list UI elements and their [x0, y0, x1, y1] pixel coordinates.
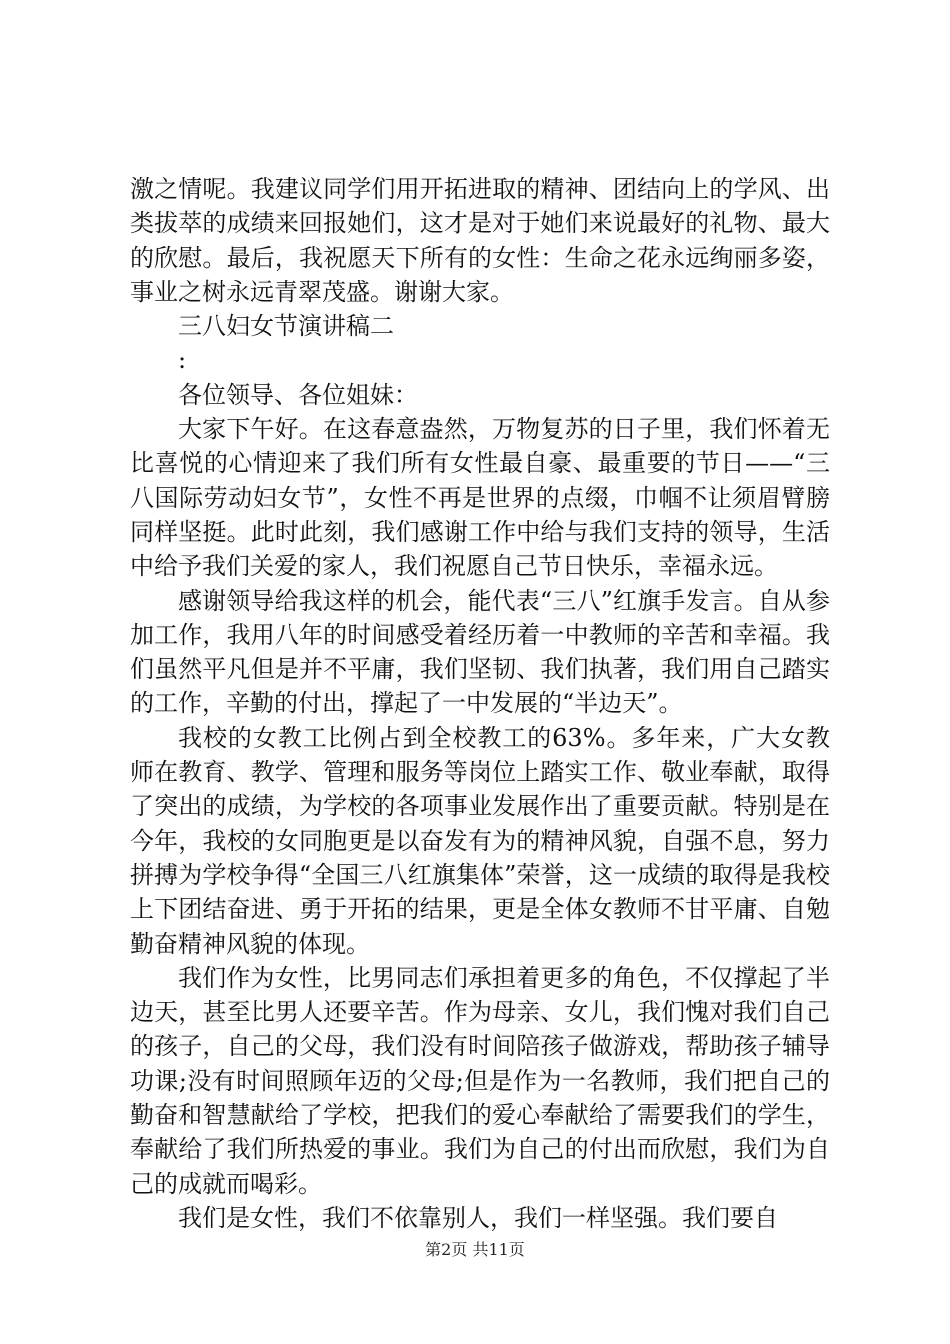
document-body	[130, 172, 830, 1235]
section-heading: 三八妇女节演讲稿二	[178, 312, 394, 341]
salutation: 各位领导、各位姐妹：	[178, 380, 418, 409]
paragraph-thanks: 感谢领导给我这样的机会，能代表“三八”红旗手发言。自从参加工作，我用八年的时间感受着经历着一中教师的辛苦和幸福。我们虽然平凡但是并不平庸，我们坚韧、我们执著，我们用自己踏实的工作，辛勤的付出，撑起了一中发展的“半边天”。	[130, 586, 830, 718]
page-number-footer: 第2页 共11页	[425, 1240, 525, 1259]
paragraph-school: 我校的女教工比例占到全校教工的63%。多年来，广大女教师在教育、教学、管理和服务等岗位上踏实工作、敬业奉献，取得了突出的成绩，为学校的各项事业发展作出了重要贡献。特别是在今年，我校的女同胞更是以奋发有为的精神风貌，自强不息，努力拼搏为学校争得“全国三八红旗集体”荣誉，这一成绩的取得是我校上下团结奋进、勇于开拓的结果，更是全体女教师不甘平庸、自勉勤奋精神风貌的体现。	[130, 723, 830, 958]
paragraph-roles: 我们作为女性，比男同志们承担着更多的角色，不仅撑起了半边天，甚至比男人还要辛苦。作为母亲、女儿，我们愧对我们自己的孩子，自己的父母，我们没有时间陪孩子做游戏，帮助孩子辅导功课;没有时间照顾年迈的父母;但是作为一名教师，我们把自己的勤奋和智慧献给了学校，把我们的爱心奉献给了需要我们的学生，奉献给了我们所热爱的事业。我们为自己的付出而欣慰，我们为自己的成就而喝彩。	[130, 963, 830, 1198]
paragraph-greeting: 大家下午好。在这春意盎然，万物复苏的日子里，我们怀着无比喜悦的心情迎来了我们所有女性最自豪、最重要的节日——“三八国际劳动妇女节”，女性不再是世界的点缀，巾帼不让须眉臂膀同样坚挺。此时此刻，我们感谢工作中给与我们支持的领导，生活中给予我们关爱的家人，我们祝愿自己节日快乐，幸福永远。	[130, 415, 830, 581]
paragraph-continuation: 激之情呢。我建议同学们用开拓进取的精神、团结向上的学风、出类拔萃的成绩来回报她们，这才是对于她们来说最好的礼物、最大的欣慰。最后，我祝愿天下所有的女性：生命之花永远绚丽多姿，事业之树永远青翠茂盛。谢谢大家。	[130, 175, 830, 306]
paragraph-strength: 我们是女性，我们不依靠别人，我们一样坚强。我们要自	[178, 1203, 778, 1232]
colon-line: :	[178, 346, 187, 375]
